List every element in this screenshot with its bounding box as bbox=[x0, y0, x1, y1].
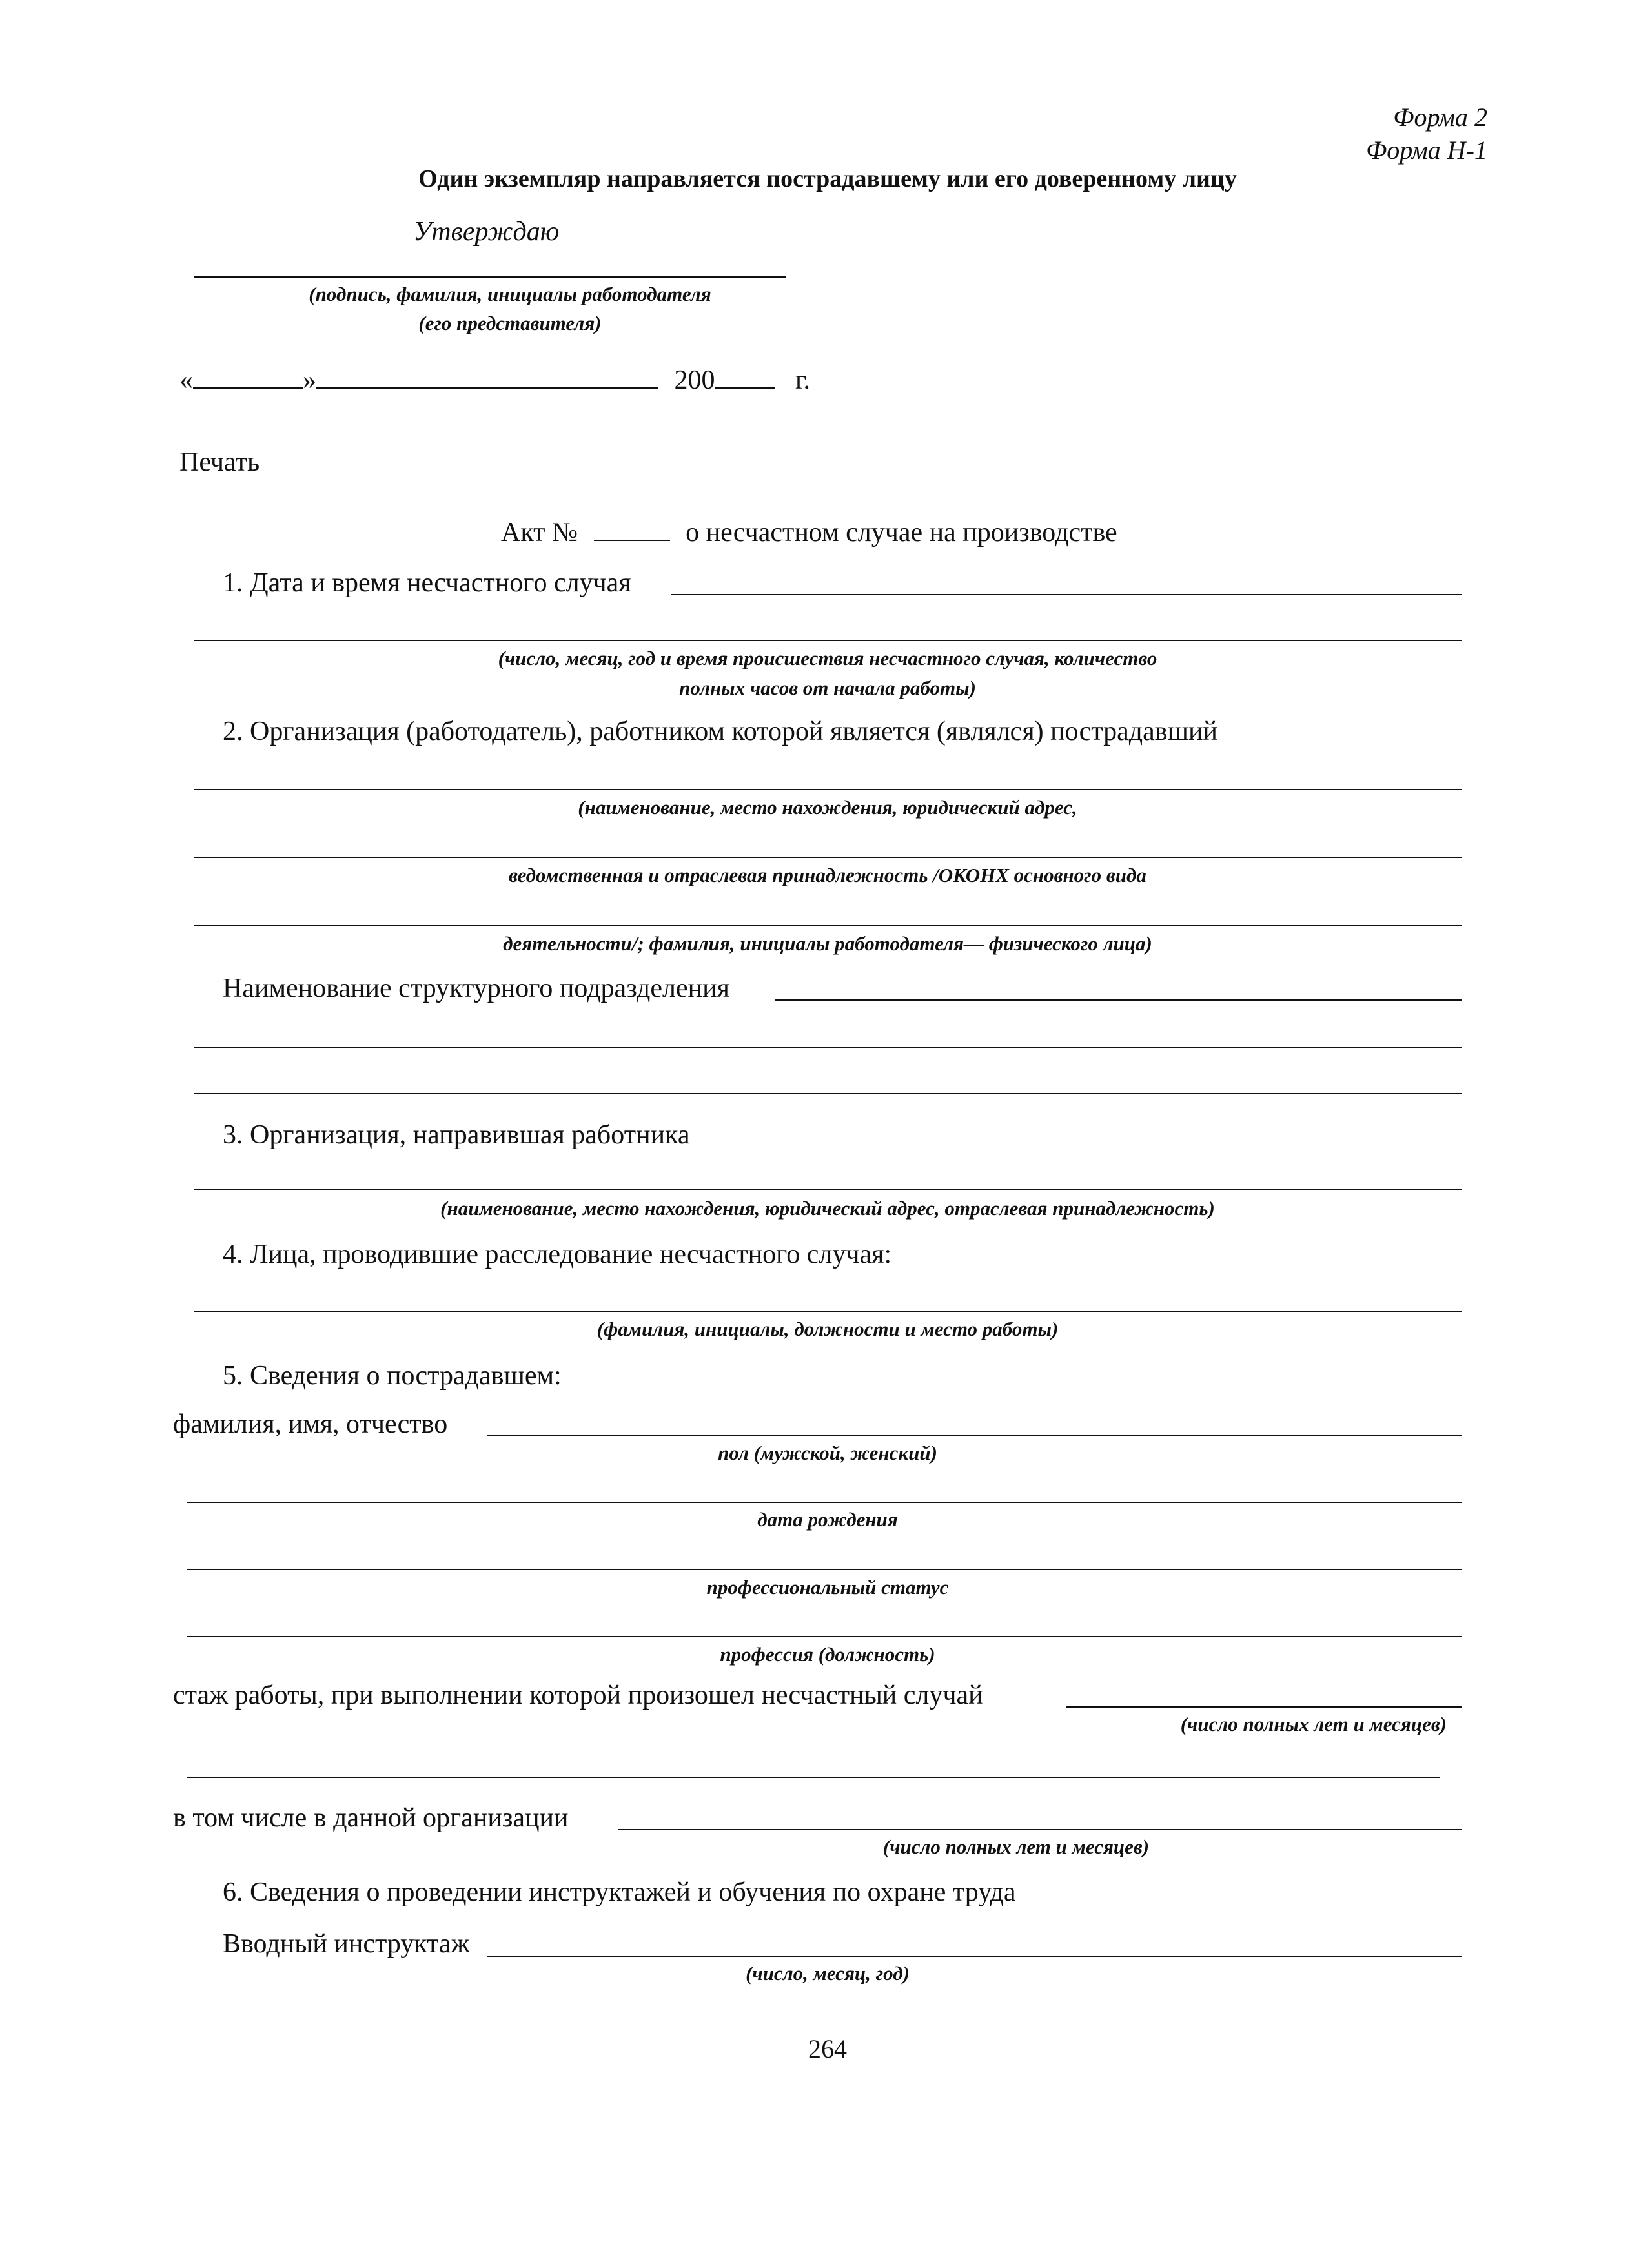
year-suffix: г. bbox=[795, 365, 810, 395]
act-title-prefix: Акт № bbox=[501, 517, 578, 547]
subdivision-label: Наименование структурного подразделения bbox=[223, 974, 729, 1003]
signature-caption-2: (его представителя) bbox=[418, 312, 602, 334]
intro-line bbox=[487, 1956, 1462, 1957]
experience-line-b bbox=[187, 1777, 1440, 1778]
section-2-line-a bbox=[194, 789, 1462, 790]
org-experience-line bbox=[618, 1829, 1462, 1830]
section-2-line-c bbox=[194, 925, 1462, 926]
month-blank bbox=[316, 363, 658, 389]
birth-line bbox=[187, 1569, 1462, 1570]
section-1-line-b bbox=[194, 640, 1462, 641]
section-5-label: 5. Сведения о пострадавшем: bbox=[223, 1361, 562, 1391]
birth-caption: дата рождения bbox=[757, 1508, 898, 1531]
signature-caption-1: (подпись, фамилия, инициалы работодателя bbox=[309, 283, 711, 305]
approve-label: Утверждаю bbox=[413, 217, 560, 247]
copy-note: Один экземпляр направляется пострадавшему или его доверенному лицу bbox=[418, 165, 1237, 192]
day-blank bbox=[193, 363, 303, 389]
section-3-line bbox=[194, 1189, 1462, 1190]
section-3-caption: (наименование, место нахождения, юридический адрес, отраслевая принадлежность) bbox=[440, 1197, 1215, 1220]
experience-caption: (число полных лет и месяцев) bbox=[1180, 1713, 1447, 1735]
sex-caption: пол (мужской, женский) bbox=[718, 1442, 937, 1464]
section-1-line-a bbox=[671, 594, 1462, 595]
section-1-label: 1. Дата и время несчастного случая bbox=[223, 568, 631, 598]
profession-caption: профессия (должность) bbox=[720, 1643, 935, 1666]
org-experience-caption: (число полных лет и месяцев) bbox=[882, 1835, 1150, 1858]
quote-open: « bbox=[179, 365, 193, 395]
section-2-caption-3: деятельности/; фамилия, инициалы работодателя— физического лица) bbox=[503, 932, 1152, 955]
subdivision-line-c bbox=[194, 1093, 1462, 1094]
page-number: 264 bbox=[808, 2034, 847, 2063]
act-number-blank bbox=[594, 515, 670, 541]
name-label: фамилия, имя, отчество bbox=[173, 1409, 448, 1439]
experience-line bbox=[1066, 1706, 1462, 1708]
section-1-caption-2: полных часов от начала работы) bbox=[679, 677, 976, 699]
signature-line bbox=[194, 276, 786, 278]
subdivision-line-a bbox=[775, 999, 1462, 1001]
form-code: Форма Н-1 bbox=[1366, 136, 1487, 165]
form-number: Форма 2 bbox=[1393, 103, 1487, 132]
section-4-caption: (фамилия, инициалы, должности и место работы) bbox=[596, 1318, 1059, 1340]
section-3-label: 3. Организация, направившая работника bbox=[223, 1120, 690, 1150]
intro-caption: (число, месяц, год) bbox=[746, 1962, 910, 1985]
section-6-label: 6. Сведения о проведении инструктажей и обучения по охране труда bbox=[223, 1877, 1016, 1907]
status-line bbox=[187, 1636, 1462, 1637]
experience-label: стаж работы, при выполнении которой произошел несчастный случай bbox=[173, 1681, 983, 1710]
section-1-caption-1: (число, месяц, год и время происшествия несчастного случая, количество bbox=[498, 647, 1157, 669]
intro-label: Вводный инструктаж bbox=[223, 1929, 470, 1959]
subdivision-line-b bbox=[194, 1047, 1462, 1048]
name-line bbox=[487, 1435, 1462, 1436]
section-2-caption-2: ведомственная и отраслевая принадлежность /ОКОНХ основного вида bbox=[509, 864, 1146, 886]
section-4-label: 4. Лица, проводившие расследование несчастного случая: bbox=[223, 1240, 892, 1269]
year-prefix: 200 bbox=[674, 365, 715, 395]
sex-line bbox=[187, 1502, 1462, 1503]
section-4-line bbox=[194, 1311, 1462, 1312]
org-experience-label: в том числе в данной организации bbox=[173, 1803, 569, 1833]
date-row bbox=[179, 363, 810, 394]
section-2-line-b bbox=[194, 857, 1462, 858]
quote-close: » bbox=[303, 365, 316, 395]
act-title-suffix: о несчастном случае на производстве bbox=[686, 517, 1117, 547]
act-title bbox=[501, 515, 1117, 546]
section-2-caption-1: (наименование, место нахождения, юридический адрес, bbox=[578, 796, 1077, 819]
status-caption: профессиональный статус bbox=[706, 1576, 949, 1599]
section-2-label: 2. Организация (работодатель), работником которой является (являлся) пострадавший bbox=[223, 717, 1217, 746]
year-blank bbox=[715, 363, 775, 389]
stamp-label: Печать bbox=[179, 447, 260, 477]
